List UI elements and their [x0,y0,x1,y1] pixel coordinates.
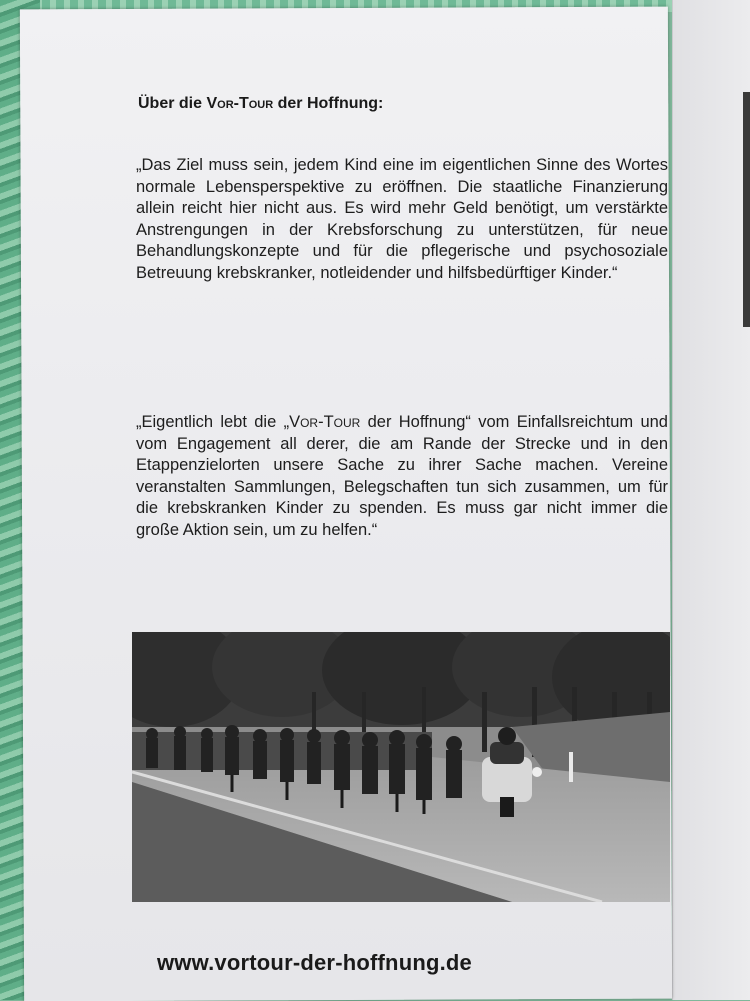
cyclists-on-road-photo [132,632,670,902]
website-url: www.vortour-der-hoffnung.de [157,950,472,975]
heading-prefix: Über die [138,95,207,112]
quote-2-rest: der Hoffnung“ vom Einfallsreichtum und vom Engagement all derer, die am Rande der Strecke und in den Etappenzielorten unsere Sache zu ihrer Sache machen. Vereine veranstalten Sammlungen, Belegschaften tun sich zusammen, um für die krebskranken Kinder zu spenden. Es muss gar nicht immer die große Aktion sein, um zu helfen.“ [136,413,668,539]
adjacent-page-photo-edge [743,92,750,327]
section-heading [138,95,383,113]
quote-2-brand: Vor-Tour [289,413,361,431]
heading-brand: Vor-Tour [206,95,274,112]
adjacent-page [672,0,750,1000]
heading-suffix: der Hoffnung: [273,95,384,112]
quote-paragraph-2 [136,412,668,541]
quote-paragraph-1: „Das Ziel muss sein, jedem Kind eine im eigentlichen Sinne des Wortes normale Lebensperspektive zu eröffnen. Die staatliche Finanzierung allein reicht hier nicht aus. Es wird mehr Geld benötigt, um verstärkte Anstrengungen in der Krebsforschung zu unterstützen, für neue Behandlungskonzepte und für die pflegerische und psychosoziale Betreuung krebskranker, notleidender und hilfsbedürftiger Kinder.“ [136,156,668,282]
quote-2-start: „Eigentlich lebt die „ [136,413,290,431]
